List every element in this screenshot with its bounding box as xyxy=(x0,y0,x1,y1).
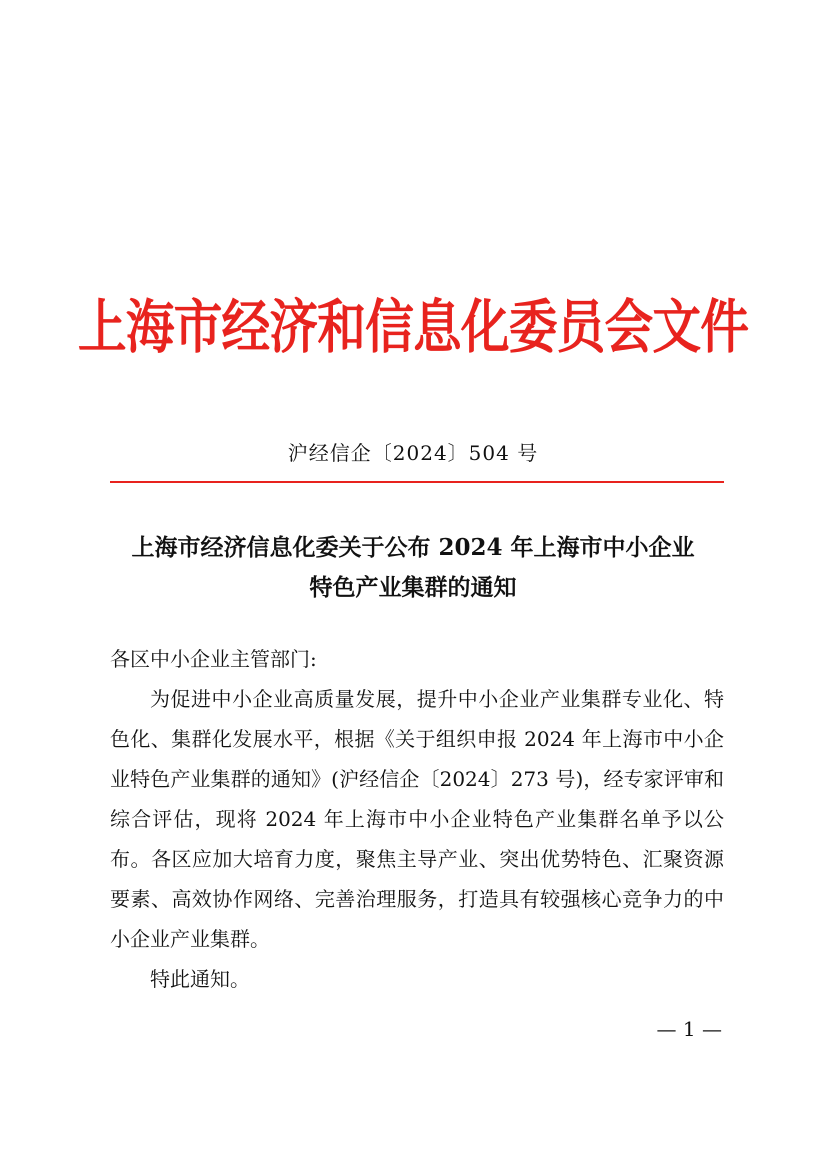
notice-body xyxy=(110,639,724,999)
document-number: 沪经信企〔2024〕504 号 xyxy=(287,441,539,465)
salutation: 各区中小企业主管部门: xyxy=(110,647,317,671)
notice-title-line-1: 上海市经济信息化委关于公布 2024 年上海市中小企业 xyxy=(131,534,695,561)
notice-title xyxy=(0,528,826,608)
page-number: — 1 — xyxy=(656,1017,722,1041)
masthead-title: 上海市经济和信息化委员会文件 xyxy=(77,293,749,361)
body-paragraph: 为促进中小企业高质量发展，提升中小企业产业集群专业化、特色化、集群化发展水平，根据《关于组织申报 2024 年上海市中小企业特色产业集群的通知》(沪经信企〔2024〕273 号)，经专家评审和综合评估，现将 2024 年上海市中小企业特色产业集群名单予以公布。各区应加大培育力度，聚焦主导产业、突出优势特色、汇聚资源要素、高效协作网络、完善治理服务，打造具有较强核心竞争力的中小企业产业集群。 xyxy=(110,687,724,951)
closing-line: 特此通知。 xyxy=(150,967,250,991)
notice-title-line-2: 特色产业集群的通知 xyxy=(309,574,517,601)
red-separator-line xyxy=(110,481,724,483)
